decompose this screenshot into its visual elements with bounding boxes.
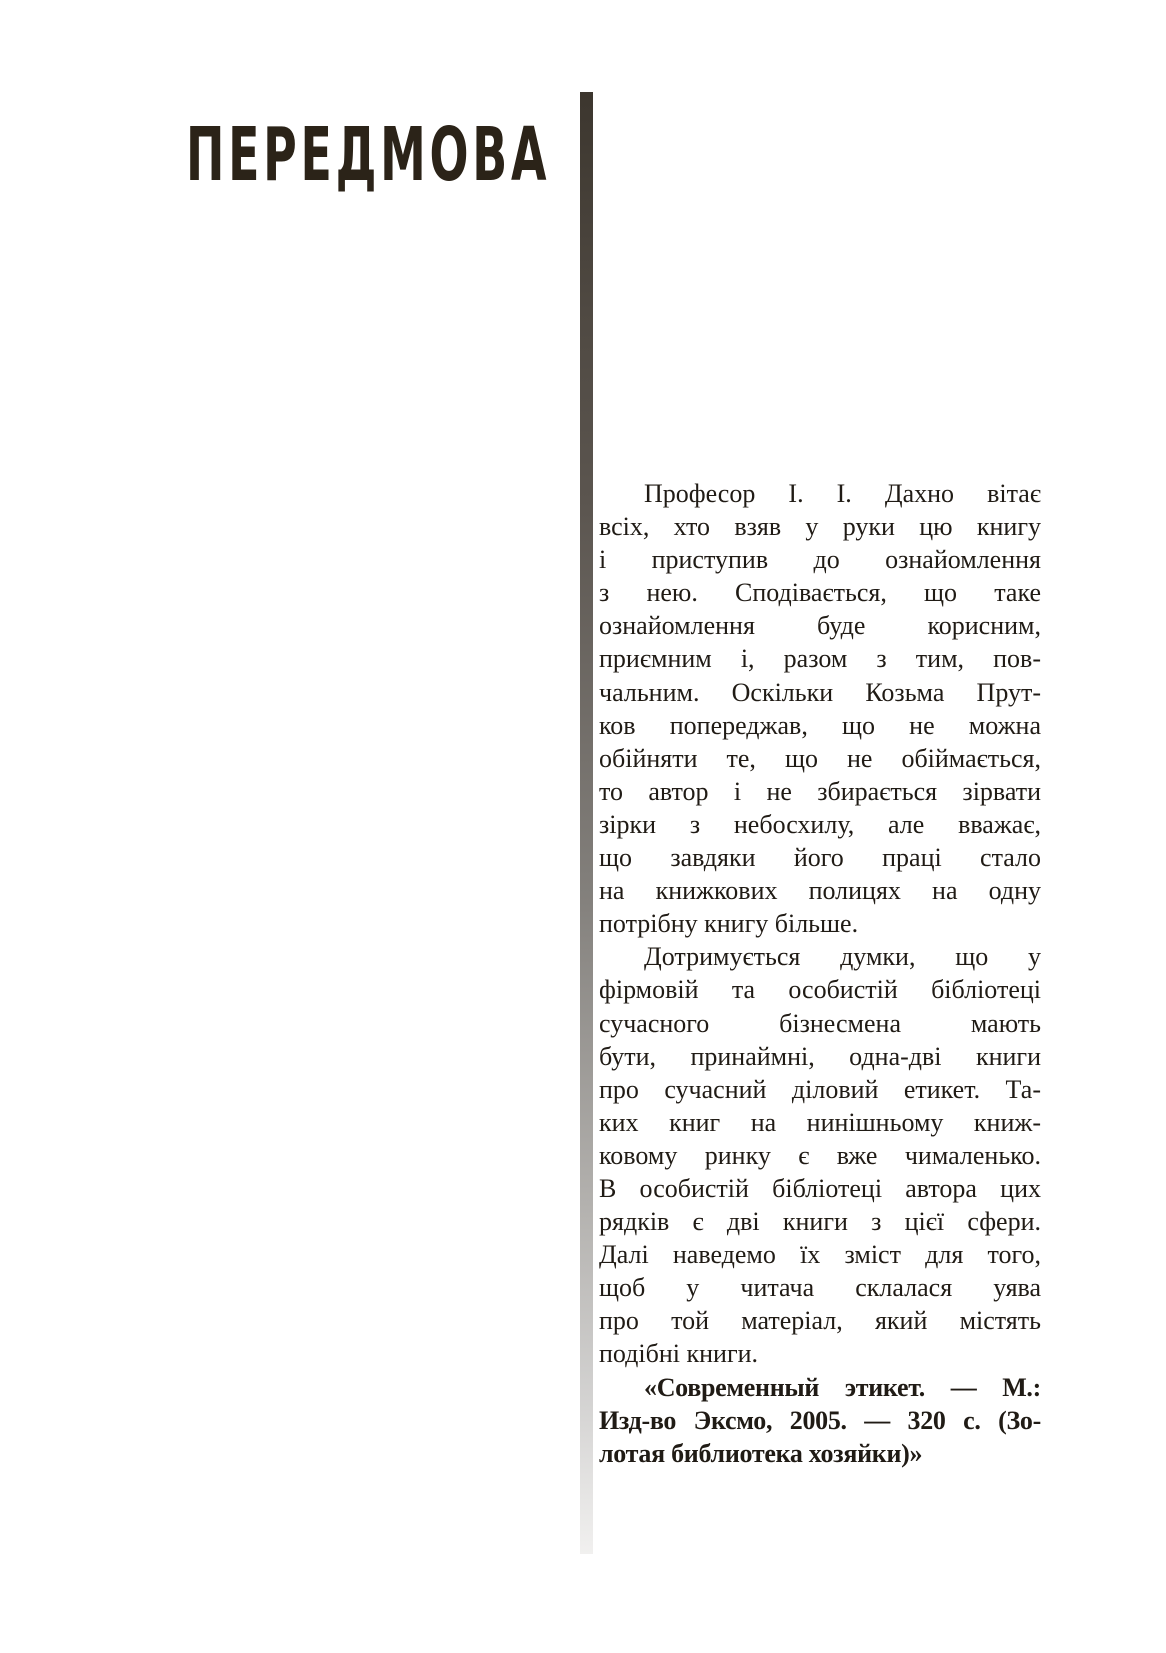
text-line: сучасного бізнесмена мають [599, 1008, 1041, 1038]
text-line: то автор і не збирається зірвати [599, 776, 1041, 806]
text-line: бути, принаймні, одна-дві книги [599, 1041, 1041, 1071]
text-line: про сучасний діловий етикет. Та- [599, 1074, 1041, 1104]
text-line: фірмовій та особистій бібліотеці [599, 975, 1041, 1005]
text-line: і приступив до ознайомлення [599, 545, 1041, 575]
text-line: потрібну книгу більше. [599, 909, 859, 939]
text-line: ознайомлення буде корисним, [599, 611, 1041, 641]
text-line: Изд-во Эксмо, 2005. — 320 с. (Зо- [599, 1405, 1041, 1435]
text-line: «Современный этикет. — М.: [644, 1372, 1041, 1402]
text-line: лотая библиотека хозяйки)» [599, 1438, 923, 1468]
text-line: ких книг на нинішньому книж- [599, 1107, 1041, 1137]
text-line: ковому ринку є вже чималенько. [599, 1140, 1041, 1170]
text-line: Професор І. І. Дахно вітає [644, 479, 1041, 508]
text-line: чальним. Оскільки Козьма Прут- [599, 677, 1041, 707]
text-line: приємним і, разом з тим, пов- [599, 644, 1041, 674]
vertical-divider-bar [580, 92, 593, 1554]
text-line: обійняти те, що не обіймається, [599, 743, 1041, 773]
text-line: рядків є дві книги з цієї сфери. [599, 1207, 1041, 1237]
text-line: з нею. Сподівається, що таке [599, 578, 1041, 608]
text-line: В особистій бібліотеці автора цих [599, 1173, 1041, 1203]
text-line: на книжкових полицях на одну [599, 876, 1041, 906]
text-line: всіх, хто взяв у руки цю книгу [599, 512, 1041, 542]
body-text-column [599, 477, 1041, 1470]
text-line: зірки з небосхилу, але вважає, [599, 809, 1041, 839]
text-line: що завдяки його праці стало [599, 843, 1041, 873]
text-line: подібні книги. [599, 1339, 759, 1369]
page-title: ПЕРЕДМОВА [186, 112, 551, 198]
text-line: про той матеріал, який містять [599, 1306, 1041, 1336]
text-line: Дотримується думки, що у [644, 942, 1041, 972]
text-line: ков попереджав, що не можна [599, 710, 1041, 740]
text-line: щоб у читача склалася уява [599, 1273, 1041, 1303]
text-line: Далі наведемо їх зміст для того, [599, 1240, 1041, 1270]
